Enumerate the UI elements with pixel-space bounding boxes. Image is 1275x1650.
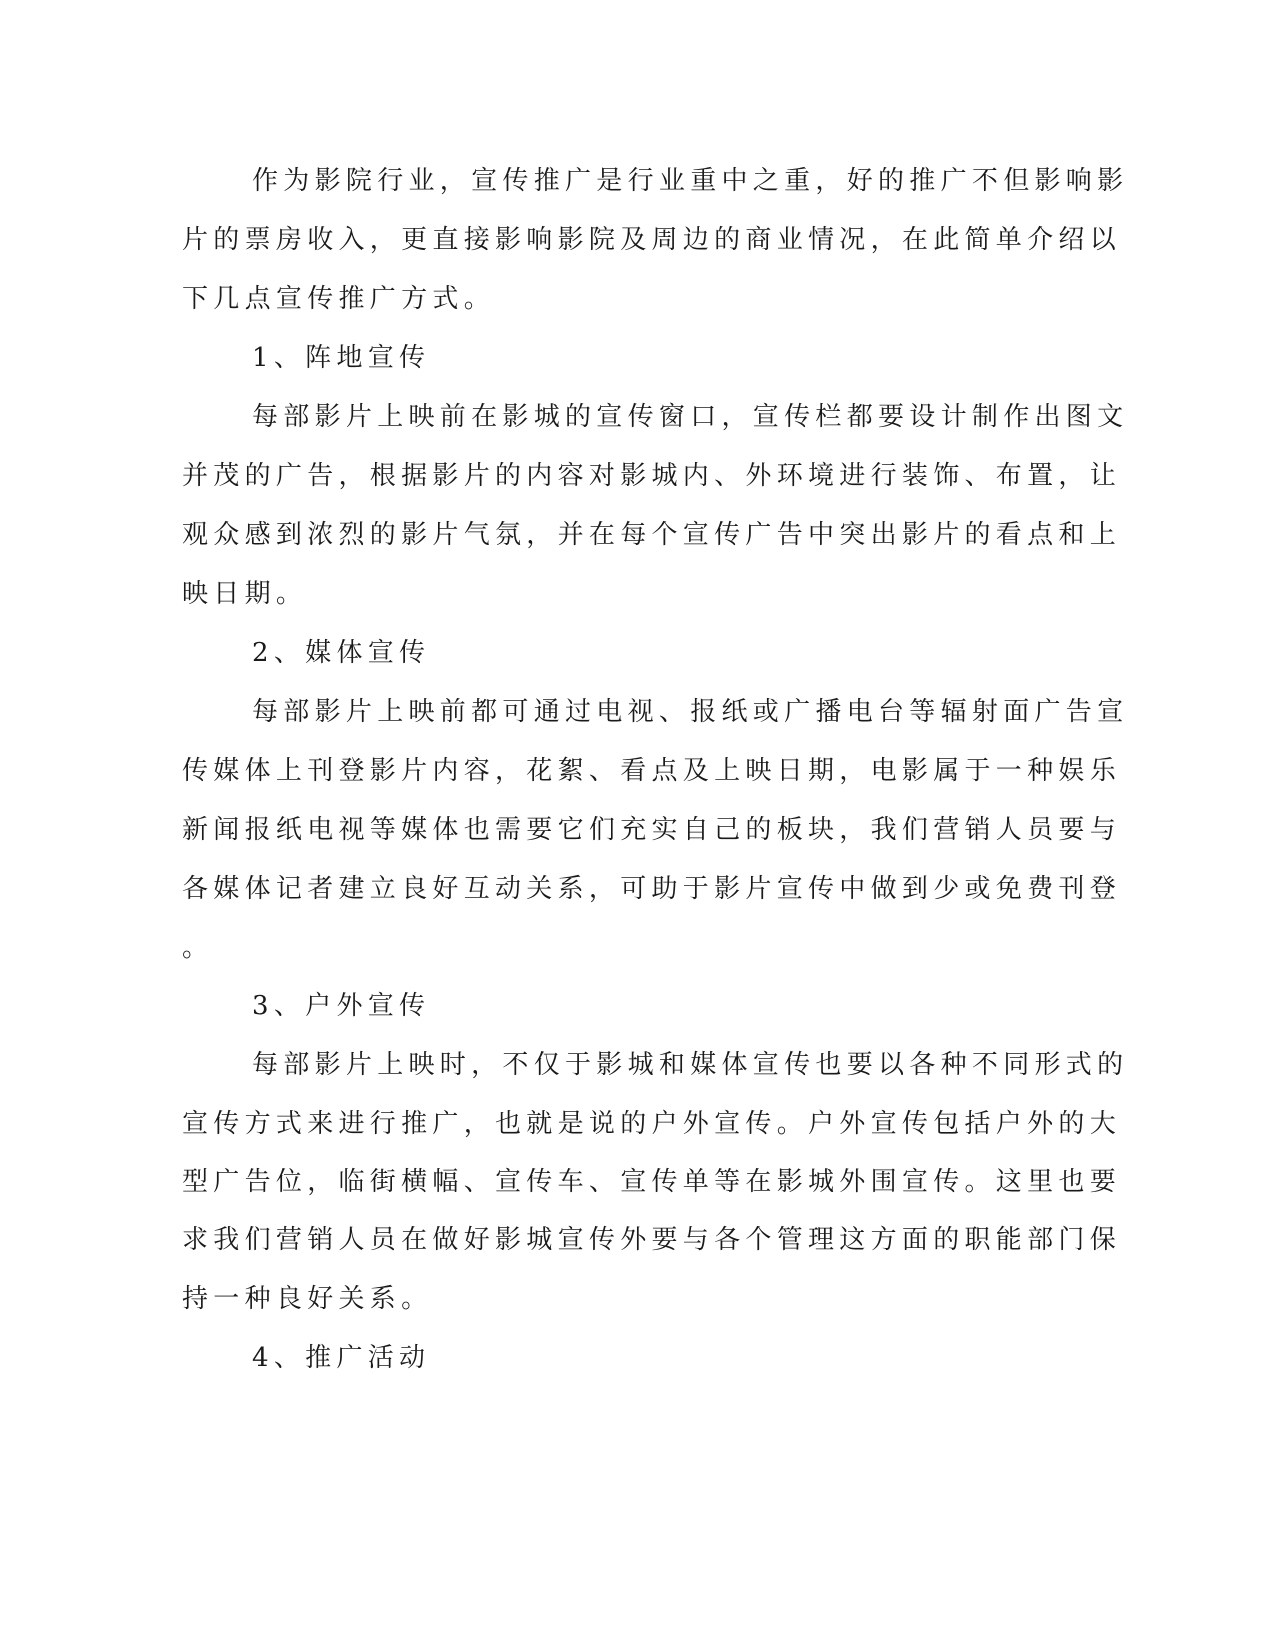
intro-paragraph-line-3: 下几点宣传推广方式。	[182, 284, 496, 314]
section-heading-3: 3、户外宣传	[252, 991, 431, 1021]
section-heading-4: 4、推广活动	[252, 1343, 431, 1373]
section-2-paragraph-line-4: 各媒体记者建立良好互动关系，可助于影片宣传中做到少或免费刊登	[182, 874, 1122, 904]
section-heading-2: 2、媒体宣传	[252, 638, 431, 668]
section-3-paragraph-line-2: 宣传方式来进行推广，也就是说的户外宣传。户外宣传包括户外的大	[182, 1109, 1122, 1139]
section-3-paragraph-line-5: 持一种良好关系。	[182, 1284, 433, 1314]
section-1-paragraph-line-2: 并茂的广告，根据影片的内容对影城内、外环境进行装饰、布置，让	[182, 461, 1122, 491]
section-3-paragraph-line-4: 求我们营销人员在做好影城宣传外要与各个管理这方面的职能部门保	[182, 1225, 1122, 1255]
section-1-paragraph-line-1: 每部影片上映前在影城的宣传窗口，宣传栏都要设计制作出图文	[252, 402, 1129, 432]
section-3-paragraph-line-1: 每部影片上映时，不仅于影城和媒体宣传也要以各种不同形式的	[252, 1050, 1129, 1080]
section-heading-1: 1、阵地宣传	[252, 343, 431, 373]
section-1-paragraph-line-4: 映日期。	[182, 579, 308, 609]
section-2-paragraph-line-5: 。	[182, 933, 214, 963]
section-1-paragraph-line-3: 观众感到浓烈的影片气氛，并在每个宣传广告中突出影片的看点和上	[182, 520, 1122, 550]
section-3-paragraph-line-3: 型广告位，临街横幅、宣传车、宣传单等在影城外围宣传。这里也要	[182, 1167, 1122, 1197]
section-2-paragraph-line-3: 新闻报纸电视等媒体也需要它们充实自己的板块，我们营销人员要与	[182, 815, 1122, 845]
section-2-paragraph-line-2: 传媒体上刊登影片内容，花絮、看点及上映日期，电影属于一种娱乐	[182, 756, 1122, 786]
intro-paragraph-line-2: 片的票房收入，更直接影响影院及周边的商业情况，在此简单介绍以	[182, 225, 1122, 255]
section-2-paragraph-line-1: 每部影片上映前都可通过电视、报纸或广播电台等辐射面广告宣	[252, 697, 1129, 727]
intro-paragraph-line-1: 作为影院行业，宣传推广是行业重中之重，好的推广不但影响影	[252, 166, 1129, 196]
